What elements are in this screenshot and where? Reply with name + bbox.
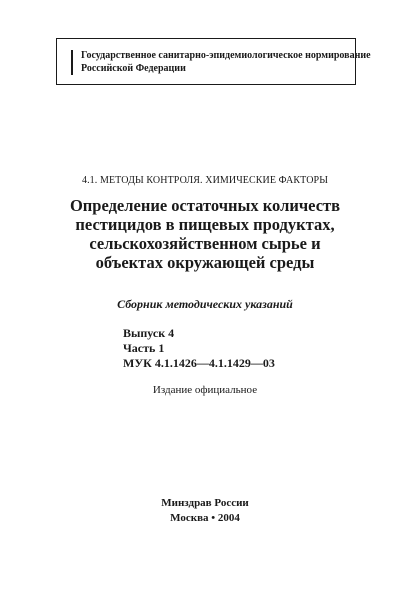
publisher-city-year: Москва • 2004 bbox=[170, 512, 240, 524]
document-subtitle: Сборник методических указаний bbox=[117, 297, 293, 311]
section-heading: 4.1. МЕТОДЫ КОНТРОЛЯ. ХИМИЧЕСКИЕ ФАКТОРЫ bbox=[81, 175, 329, 186]
title-line-1: Определение остаточных количеств bbox=[69, 196, 341, 215]
issue-part: Часть 1 bbox=[123, 341, 165, 355]
title-line-3: сельскохозяйственном сырье и bbox=[89, 234, 321, 253]
edition-note: Издание официальное bbox=[152, 384, 258, 396]
issue-volume: Выпуск 4 bbox=[123, 326, 175, 340]
header-text bbox=[81, 49, 371, 75]
issue-code: МУК 4.1.1426—4.1.1429—03 bbox=[123, 356, 275, 370]
title-line-2: пестицидов в пищевых продуктах, bbox=[75, 215, 335, 234]
header-line-1: Государственное санитарно-эпидемиологическое нормирование bbox=[81, 50, 371, 61]
publisher-block bbox=[0, 496, 410, 526]
header-vertical-rule bbox=[71, 50, 73, 75]
publisher-name: Минздрав России bbox=[161, 497, 249, 509]
header-line-2: Российской Федерации bbox=[81, 63, 186, 74]
title-line-4: объектах окружающей среды bbox=[95, 253, 315, 272]
header-box bbox=[56, 38, 371, 85]
issue-info bbox=[123, 326, 275, 371]
document-title bbox=[0, 196, 410, 272]
